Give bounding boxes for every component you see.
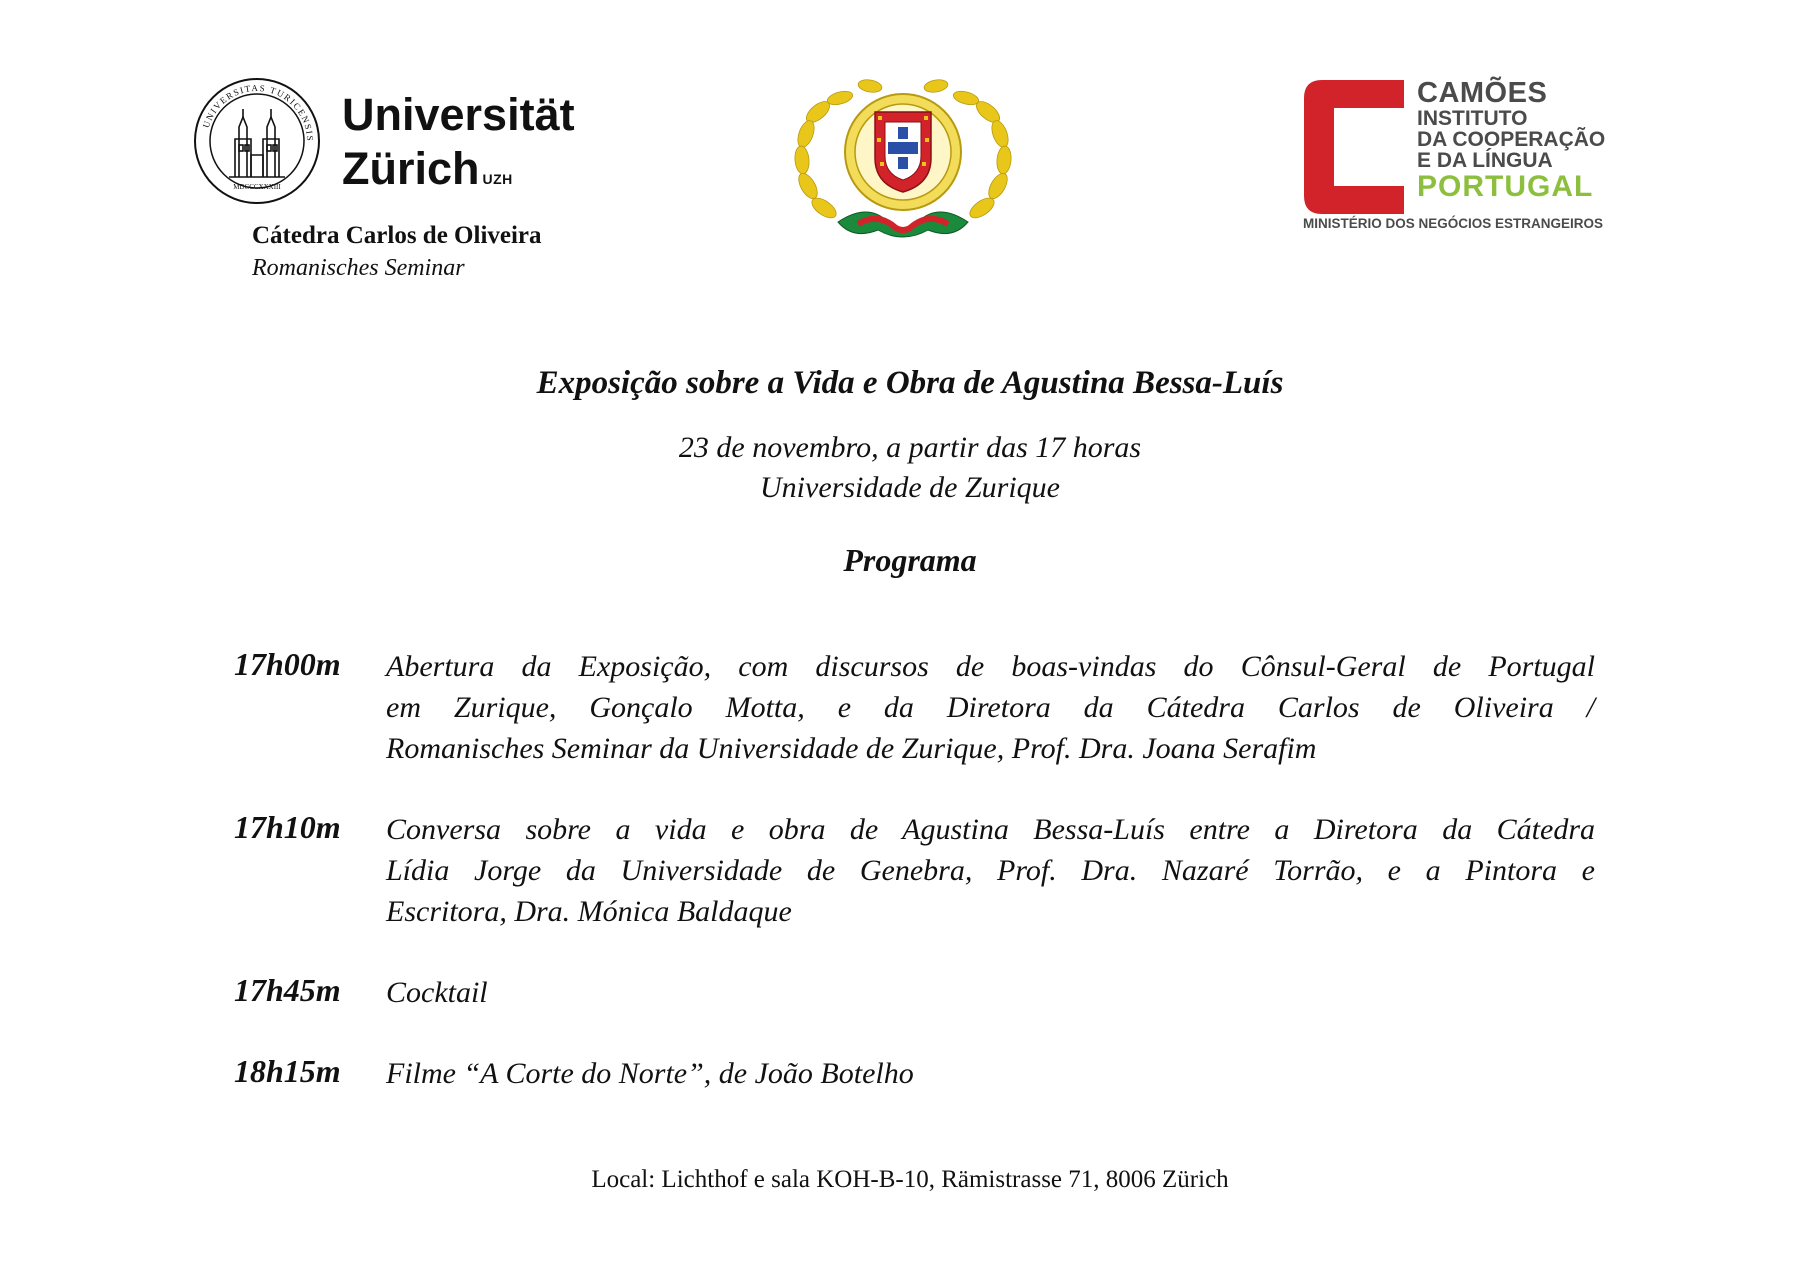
program-time: 17h00m: [234, 646, 341, 682]
uzh-name-line1: Universität: [342, 89, 575, 140]
svg-text:MDCCCXXXIII: MDCCCXXXIII: [233, 183, 281, 191]
event-title: Exposição sobre a Vida e Obra de Agustina Bessa-Luís: [536, 365, 1284, 401]
program-line: Cocktail: [386, 976, 488, 1009]
program-line: Abertura da Exposição, com discursos de boas-vindas do Cônsul-Geral de Portugal: [386, 650, 1595, 683]
program-line: Romanisches Seminar da Universidade de Zurique, Prof. Dra. Joana Serafim: [386, 732, 1317, 765]
camoes-line2: INSTITUTO: [1417, 107, 1528, 130]
chair-seminar: Romanisches Seminar: [252, 255, 465, 281]
program-line: Filme “A Corte do Norte”, de João Botelho: [386, 1057, 914, 1090]
portugal-coat-of-arms-icon: [778, 72, 1028, 250]
program-description: [386, 1053, 1595, 1094]
chair-name: Cátedra Carlos de Oliveira: [252, 222, 542, 249]
program-time: 17h45m: [234, 972, 341, 1008]
uzh-name-line2: Zürich: [342, 143, 480, 194]
svg-text:UNIVERSITAS TURICENSIS: UNIVERSITAS TURICENSIS: [200, 82, 316, 143]
event-venue: Universidade de Zurique: [760, 471, 1060, 504]
program-line: Conversa sobre a vida e obra de Agustina Bessa-Luís entre a Diretora da Cátedra: [386, 813, 1595, 846]
program-description: [386, 972, 1595, 1013]
uzh-seal-logo: [193, 77, 321, 205]
event-location: Local: Lichthof e sala KOH-B-10, Rämistrasse 71, 8006 Zürich: [591, 1166, 1229, 1193]
program-description: [386, 809, 1595, 932]
uzh-wordmark: [342, 88, 642, 196]
program-time: 17h10m: [234, 809, 341, 845]
uzh-abbr: UZH: [482, 171, 513, 187]
program-time: 18h15m: [234, 1053, 341, 1089]
program-line: em Zurique, Gonçalo Motta, e da Diretora da Cátedra Carlos de Oliveira /: [386, 691, 1595, 724]
camoes-wordmark: [1417, 78, 1647, 203]
program-description: [386, 646, 1595, 769]
event-date: 23 de novembro, a partir das 17 horas: [678, 431, 1142, 464]
program-line: Lídia Jorge da Universidade de Genebra, Prof. Dra. Nazaré Torrão, e a Pintora e: [386, 854, 1595, 887]
camoes-line4: E DA LÍNGUA: [1417, 149, 1553, 172]
camoes-c-icon: [1304, 80, 1404, 214]
camoes-name: CAMÕES: [1417, 77, 1548, 109]
program-heading: Programa: [843, 542, 977, 578]
program-line: Escritora, Dra. Mónica Baldaque: [386, 895, 792, 928]
camoes-ministry: MINISTÉRIO DOS NEGÓCIOS ESTRANGEIROS: [1303, 216, 1604, 231]
camoes-country: PORTUGAL: [1417, 170, 1594, 203]
camoes-line3: DA COOPERAÇÃO: [1417, 128, 1606, 151]
